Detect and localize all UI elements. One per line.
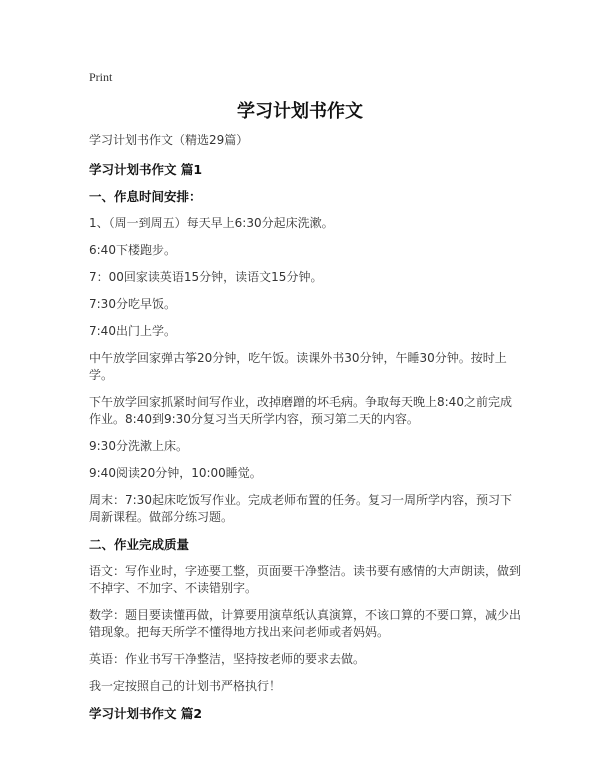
part-heading-quality: 二、作业完成质量 [89, 537, 190, 552]
page-title: 学习计划书作文 [237, 101, 363, 122]
schedule-item: 6:40下楼跑步。 [89, 243, 176, 257]
document-body [89, 132, 521, 732]
schedule-item: 9:30分洗漱上床。 [89, 439, 188, 453]
section-heading-1: 学习计划书作文 篇1 [89, 162, 203, 177]
part-heading-schedule: 一、作息时间安排： [89, 189, 202, 204]
schedule-item: 9:40阅读20分钟，10:00睡觉。 [89, 466, 262, 480]
section-heading-2: 学习计划书作文 篇2 [89, 706, 203, 721]
print-label: Print [89, 70, 113, 84]
quality-item: 我一定按照自己的计划书严格执行！ [89, 679, 282, 693]
schedule-item: 7:30分吃早饭。 [89, 297, 176, 311]
quality-item: 英语：作业书写干净整洁，坚持按老师的要求去做。 [89, 652, 366, 666]
quality-item: 语文：写作业时，字迹要工整，页面要干净整洁。读书要有感情的大声朗读，做到不掉字、不加字、不读错别字。 [89, 564, 522, 595]
schedule-item: 下午放学回家抓紧时间写作业，改掉磨蹭的坏毛病。争取每天晚上8:40之前完成作业。8:40到9:30分复习当天所学内容，预习第二天的内容。 [89, 395, 512, 426]
schedule-item: 1、（周一到周五）每天早上6:30分起床洗漱。 [89, 216, 334, 230]
schedule-item: 中午放学回家弹古筝20分钟，吃午饭。读课外书30分钟，午睡30分钟。按时上学。 [89, 351, 507, 382]
schedule-item: 7:40出门上学。 [89, 324, 176, 338]
schedule-item: 7：00回家读英语15分钟，读语文15分钟。 [89, 270, 323, 284]
quality-item: 数学：题目要读懂再做，计算要用演草纸认真演算，不该口算的不要口算，减少出错现象。把每天所学不懂得地方找出来问老师或者妈妈。 [89, 608, 522, 639]
schedule-item: 周末：7:30起床吃饭写作业。完成老师布置的任务。复习一周所学内容，预习下周新课程。做部分练习题。 [89, 493, 512, 524]
document-subtitle: 学习计划书作文（精选29篇） [89, 133, 249, 147]
